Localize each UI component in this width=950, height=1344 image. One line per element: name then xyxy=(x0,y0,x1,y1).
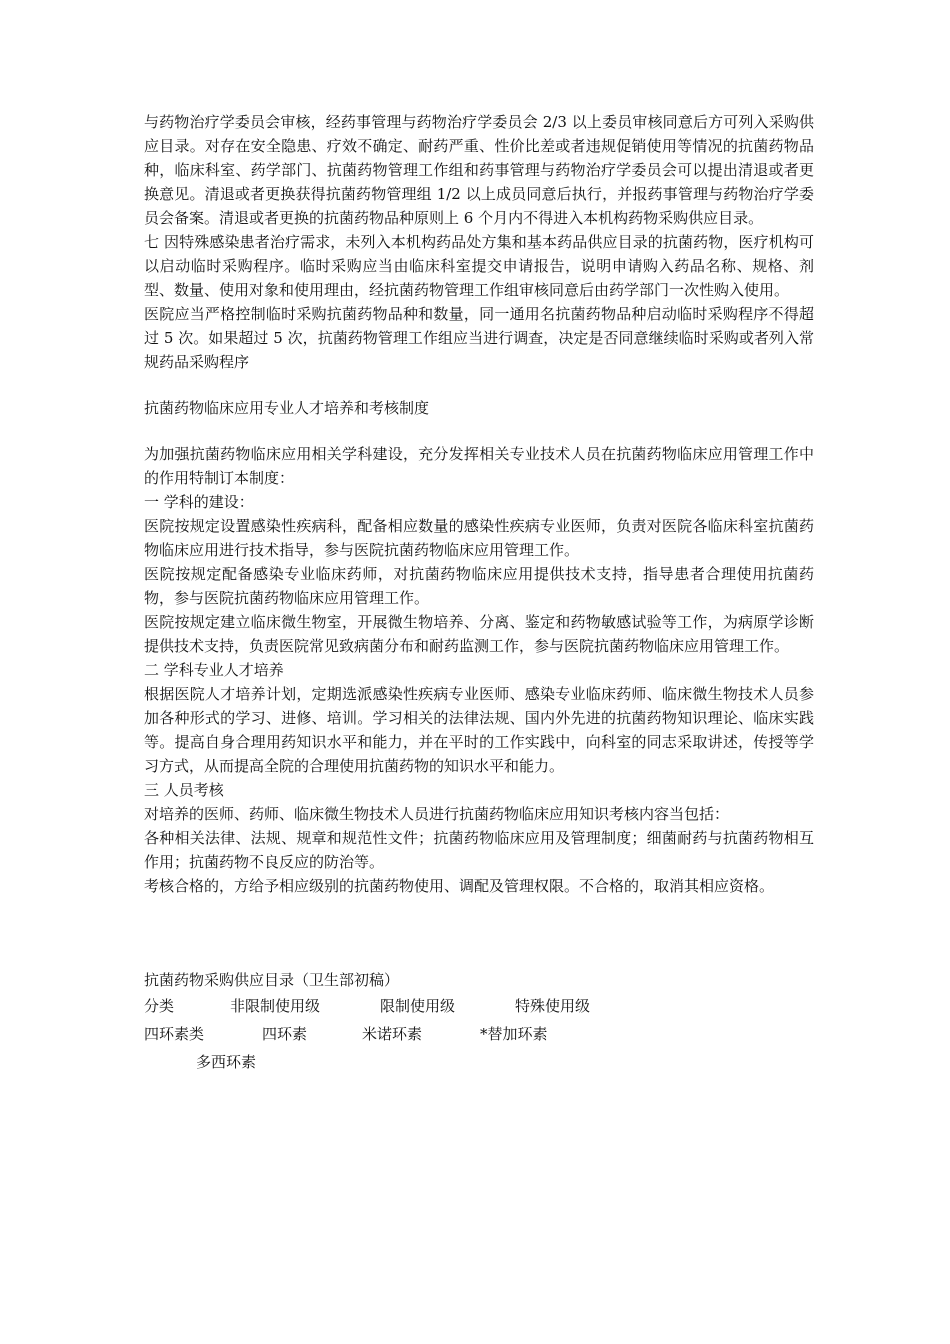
catalog-cell: 米诺环素 xyxy=(362,1025,423,1043)
paragraph: 为加强抗菌药物临床应用相关学科建设，充分发挥相关专业技术人员在抗菌药物临床应用管理工作中的作用特制订本制度： xyxy=(144,445,814,487)
catalog-header-cell: 限制使用级 xyxy=(380,997,456,1015)
paragraph: 各种相关法律、法规、规章和规范性文件；抗菌药物临床应用及管理制度；细菌耐药与抗菌药物相互作用；抗菌药物不良反应的防治等。 xyxy=(144,829,814,871)
catalog-cell: 多西环素 xyxy=(196,1053,257,1071)
paragraph: 医院应当严格控制临时采购抗菌药物品种和数量，同一通用名抗菌药物品种启动临时采购程序不得超过 5 次。如果超过 5 次，抗菌药物管理工作组应当进行调查，决定是否同意继续临时采购或者列入常规药品采购程序 xyxy=(144,305,814,371)
catalog-cell: 四环素 xyxy=(262,1025,308,1043)
paragraph: 与药物治疗学委员会审核，经药事管理与药物治疗学委员会 2/3 以上委员审核同意后方可列入采购供应目录。对存在安全隐患、疗效不确定、耐药严重、性价比差或者违规促销使用等情况的抗菌药物品种，临床科室、药学部门、抗菌药物管理工作组和药事管理与药物治疗学委员会可以提出清退或者更换意见。清退或者更换获得抗菌药物管理组 1/2 以上成员同意后执行，并报药事管理与药物治疗学委员会备案。清退或者更换的抗菌药物品种原则上 6 个月内不得进入本机构药物采购供应目录。 xyxy=(144,113,814,227)
document-page xyxy=(144,110,814,1076)
catalog-row xyxy=(144,1020,814,1048)
catalog-row xyxy=(144,1048,814,1076)
catalog-header-cell: 特殊使用级 xyxy=(515,997,591,1015)
catalog-header-cell: 非限制使用级 xyxy=(230,997,321,1015)
paragraph: 对培养的医师、药师、临床微生物技术人员进行抗菌药物临床应用知识考核内容当包括： xyxy=(144,805,730,823)
catalog-title: 抗菌药物采购供应目录（卫生部初稿） xyxy=(144,971,400,989)
catalog-header-cell: 分类 xyxy=(144,997,175,1015)
catalog-header-row xyxy=(144,992,814,1020)
paragraph: 医院按规定建立临床微生物室，开展微生物培养、分离、鉴定和药物敏感试验等工作，为病原学诊断提供技术支持，负责医院常见致病菌分布和耐药监测工作，参与医院抗菌药物临床应用管理工作。 xyxy=(144,613,814,655)
paragraph: 医院按规定配备感染专业临床药师，对抗菌药物临床应用提供技术支持，指导患者合理使用抗菌药物，参与医院抗菌药物临床应用管理工作。 xyxy=(144,565,814,607)
catalog-cell: 四环素类 xyxy=(144,1025,205,1043)
paragraph: 七 因特殊感染患者治疗需求，未列入本机构药品处方集和基本药品供应目录的抗菌药物，医疗机构可以启动临时采购程序。临时采购应当由临床科室提交申请报告，说明申请购入药品名称、规格、剂型、数量、使用对象和使用理由，经抗菌药物管理工作组审核同意后由药学部门一次性购入使用。 xyxy=(144,233,814,299)
heading-2: 二 学科专业人才培养 xyxy=(144,661,284,679)
paragraph: 医院按规定设置感染性疾病科，配备相应数量的感染性疾病专业医师，负责对医院各临床科室抗菌药物临床应用进行技术指导，参与医院抗菌药物临床应用管理工作。 xyxy=(144,517,814,559)
paragraph: 考核合格的，方给予相应级别的抗菌药物使用、调配及管理权限。不合格的，取消其相应资格。 xyxy=(144,877,775,895)
heading-3: 三 人员考核 xyxy=(144,781,224,799)
section-title: 抗菌药物临床应用专业人才培养和考核制度 xyxy=(144,399,430,417)
heading-1: 一 学科的建设： xyxy=(144,493,254,511)
catalog-cell: *替加环素 xyxy=(480,1025,548,1043)
paragraph: 根据医院人才培养计划，定期选派感染性疾病专业医师、感染专业临床药师、临床微生物技术人员参加各种形式的学习、进修、培训。学习相关的法律法规、国内外先进的抗菌药物知识理论、临床实践等。提高自身合理用药知识水平和能力，并在平时的工作实践中，向科室的同志采取讲述，传授等学习方式，从而提高全院的合理使用抗菌药物的知识水平和能力。 xyxy=(144,685,814,775)
